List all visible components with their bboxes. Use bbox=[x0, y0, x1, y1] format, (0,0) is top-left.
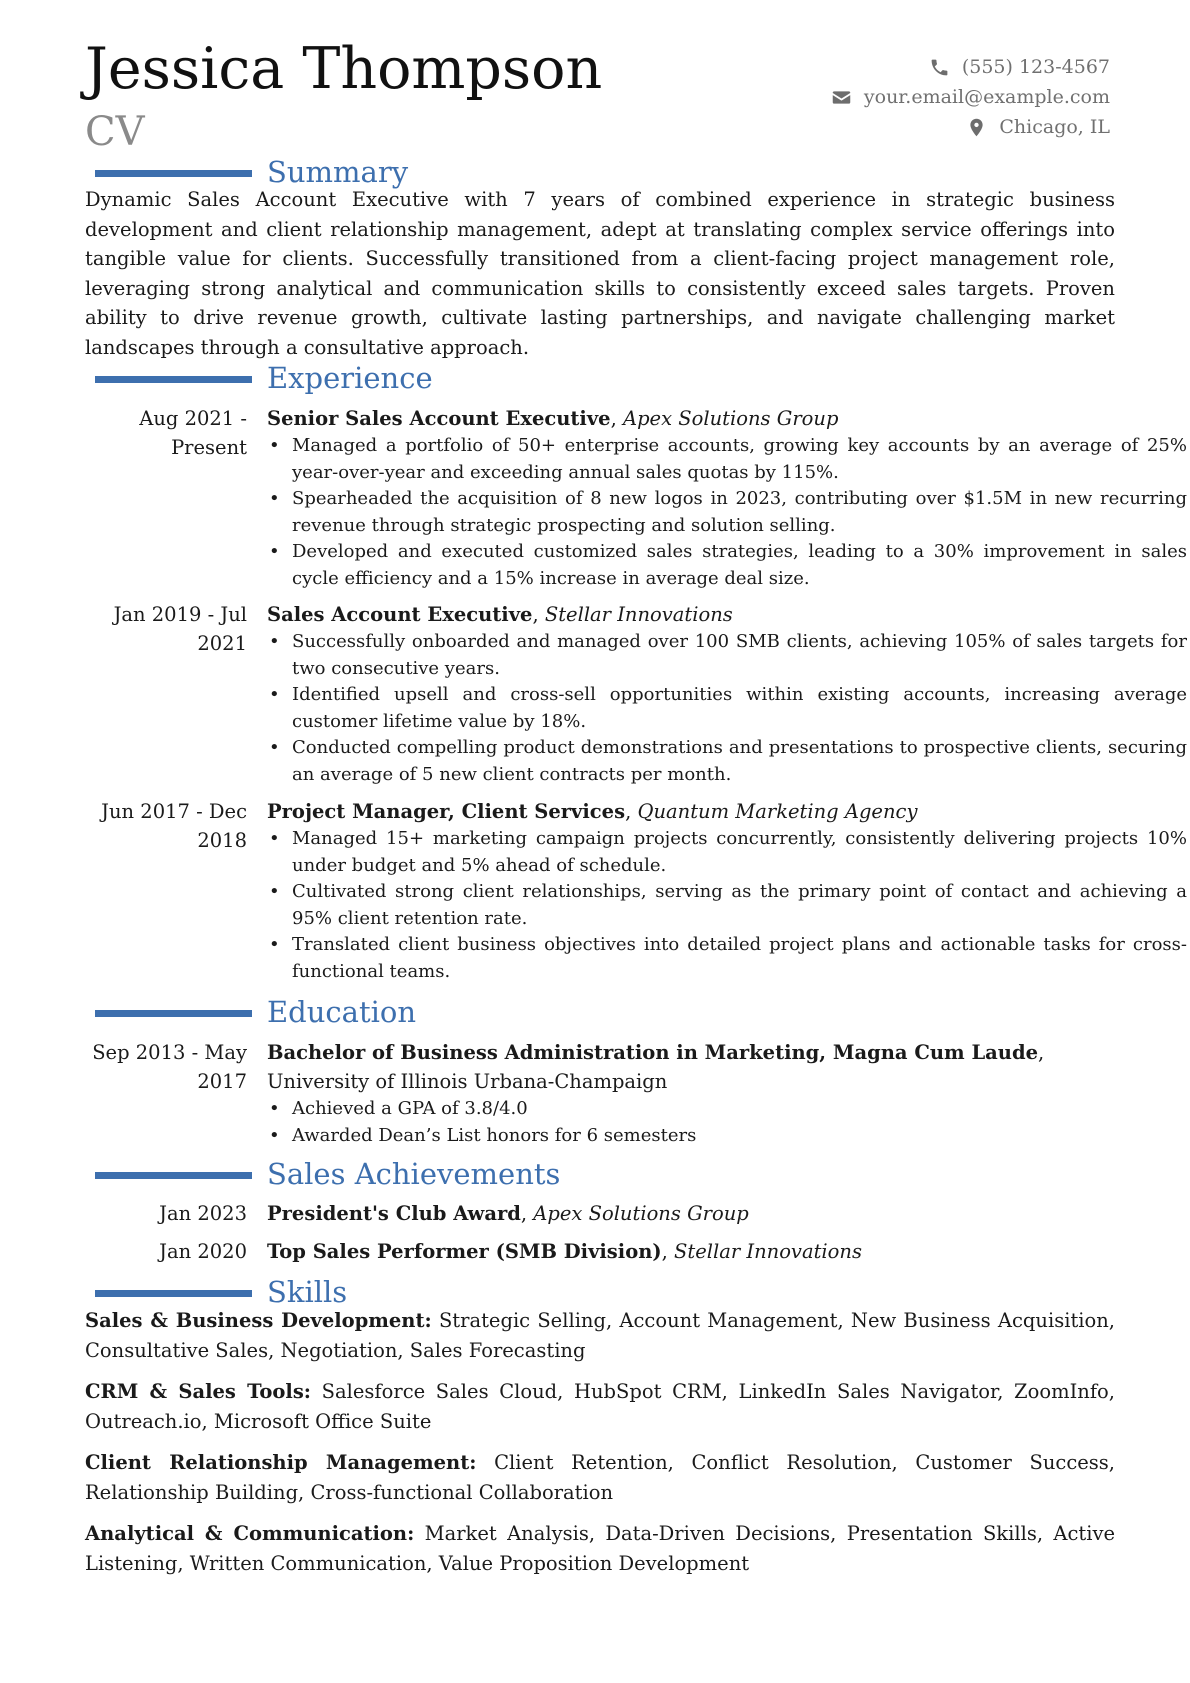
bullet-item: • Cultivated strong client relationships, serving as the primary point of contact and achieving a 95% client retention rate. bbox=[267, 879, 1187, 932]
section-header-experience bbox=[95, 360, 1095, 396]
map-marker-icon bbox=[966, 117, 987, 138]
document-type: CV bbox=[85, 109, 145, 155]
contact-phone bbox=[790, 52, 1110, 82]
skill-group bbox=[85, 1519, 1115, 1578]
entry-bullets bbox=[267, 629, 1187, 788]
entry-date: Jan 2023 bbox=[159, 1202, 247, 1225]
entry-role: Sales Account Executive bbox=[267, 603, 533, 626]
contact-block bbox=[790, 52, 1110, 142]
section-title: Education bbox=[267, 995, 417, 1029]
entry-date: Sep 2013 - May 2017 bbox=[92, 1041, 247, 1093]
bullet-item: • Developed and executed customized sales strategies, leading to a 30% improvement in sales cycle efficiency and a 15% increase in average deal size. bbox=[267, 539, 1187, 592]
skill-group-label: Client Relationship Management: bbox=[85, 1451, 477, 1474]
skill-group-items: Strategic Selling, Account Management, New Business Acquisition, Consultative Sales, Negotiation, Sales Forecasting bbox=[85, 1309, 1116, 1362]
entry-date: Aug 2021 - Present bbox=[139, 407, 247, 459]
entry-org: Stellar Innovations bbox=[674, 1240, 862, 1263]
bullet-item: • Spearheaded the acquisition of 8 new logos in 2023, contributing over $1.5M in new recurring revenue through strategic prospecting and solution selling. bbox=[267, 486, 1187, 539]
entry-school: University of Illinois Urbana-Champaign bbox=[267, 1070, 668, 1093]
skill-group-items: Market Analysis, Data-Driven Decisions, Presentation Skills, Active Listening, Written Communication, Value Proposition Development bbox=[85, 1522, 1115, 1575]
envelope-icon bbox=[831, 87, 852, 108]
bullet-item: • Managed a portfolio of 50+ enterprise accounts, growing key accounts by an average of 25% year-over-year and exceeding annual sales quotas by 115%. bbox=[267, 433, 1187, 486]
bullet-item: • Awarded Dean’s List honors for 6 semesters bbox=[267, 1123, 1187, 1150]
skill-group bbox=[85, 1306, 1115, 1365]
entry-heading: President's Club Award, Apex Solutions Group bbox=[267, 1202, 749, 1225]
section-rule bbox=[95, 1172, 252, 1179]
section-rule bbox=[95, 170, 252, 177]
skill-group-items: Salesforce Sales Cloud, HubSpot CRM, LinkedIn Sales Navigator, ZoomInfo, Outreach.io, Microsoft Office Suite bbox=[85, 1380, 1115, 1433]
entry-org: Apex Solutions Group bbox=[622, 407, 839, 430]
email-text: your.email@example.com bbox=[863, 86, 1110, 108]
skill-group-items: Client Retention, Conflict Resolution, Customer Success, Relationship Building, Cross-functional Collaboration bbox=[85, 1451, 1116, 1504]
section-rule bbox=[95, 376, 252, 383]
bullet-item: • Managed 15+ marketing campaign projects concurrently, consistently delivering projects 10% under budget and 5% ahead of schedule. bbox=[267, 826, 1187, 879]
section-header-achievements bbox=[95, 1156, 1095, 1192]
skill-group bbox=[85, 1448, 1115, 1507]
section-rule bbox=[95, 1010, 252, 1017]
entry-date: Jan 2019 - Jul 2021 bbox=[113, 603, 247, 655]
bullet-item: • Translated client business objectives into detailed project plans and actionable tasks for cross-functional teams. bbox=[267, 932, 1187, 985]
entry-heading: Bachelor of Business Administration in Marketing, Magna Cum Laude, bbox=[267, 1041, 1045, 1064]
phone-icon bbox=[929, 57, 950, 78]
entry-date: Jan 2020 bbox=[159, 1240, 247, 1263]
section-rule bbox=[95, 1290, 252, 1297]
entry-degree: Bachelor of Business Administration in Marketing, Magna Cum Laude bbox=[267, 1041, 1039, 1064]
entry-bullets bbox=[267, 826, 1187, 985]
entry-org: Stellar Innovations bbox=[544, 603, 733, 626]
bullet-item: • Identified upsell and cross-sell opportunities within existing accounts, increasing average customer lifetime value by 18%. bbox=[267, 682, 1187, 735]
section-title: Experience bbox=[267, 361, 433, 395]
entry-role: Senior Sales Account Executive bbox=[267, 407, 611, 430]
bullet-item: • Successfully onboarded and managed over 100 SMB clients, achieving 105% of sales targets for two consecutive years. bbox=[267, 629, 1187, 682]
person-name: Jessica Thompson bbox=[85, 36, 603, 102]
entry-heading: Project Manager, Client Services, Quantum Marketing Agency bbox=[267, 800, 918, 823]
bullet-item: • Conducted compelling product demonstrations and presentations to prospective clients, securing an average of 5 new client contracts per month. bbox=[267, 735, 1187, 788]
skill-group bbox=[85, 1377, 1115, 1436]
contact-location bbox=[790, 112, 1110, 142]
section-title: Sales Achievements bbox=[267, 1157, 561, 1191]
section-title: Summary bbox=[267, 155, 409, 189]
entry-org: Apex Solutions Group bbox=[533, 1202, 749, 1225]
entry-bullets bbox=[267, 1096, 1187, 1149]
location-text: Chicago, IL bbox=[999, 116, 1110, 138]
section-title: Skills bbox=[267, 1275, 348, 1309]
entry-bullets bbox=[267, 433, 1187, 592]
entry-heading: Senior Sales Account Executive, Apex Solutions Group bbox=[267, 407, 839, 430]
entry-heading: Top Sales Performer (SMB Division), Stellar Innovations bbox=[267, 1240, 862, 1263]
skill-group-label: Sales & Business Development: bbox=[85, 1309, 432, 1332]
phone-text: (555) 123-4567 bbox=[961, 56, 1110, 78]
section-header-education bbox=[95, 994, 1095, 1030]
skill-group-label: CRM & Sales Tools: bbox=[85, 1380, 311, 1403]
entry-date: Jun 2017 - Dec 2018 bbox=[101, 800, 247, 852]
entry-heading: Sales Account Executive, Stellar Innovations bbox=[267, 603, 733, 626]
section-header-skills bbox=[95, 1274, 1095, 1310]
entry-org: Quantum Marketing Agency bbox=[637, 800, 918, 823]
bullet-item: • Achieved a GPA of 3.8/4.0 bbox=[267, 1096, 1187, 1123]
achievement-award: Top Sales Performer (SMB Division) bbox=[267, 1240, 662, 1263]
achievement-award: President's Club Award bbox=[267, 1202, 521, 1225]
skill-group-label: Analytical & Communication: bbox=[85, 1522, 415, 1545]
contact-email bbox=[790, 82, 1110, 112]
summary-text: Dynamic Sales Account Executive with 7 years of combined experience in strategic business development and client relationship management, adept at translating complex service offerings into tangible value for clients. Successfully transitioned from a client-facing project management role, leveraging strong analytical and communication skills to consistently exceed sales targets. Proven ability to drive revenue growth, cultivate lasting partnerships, and navigate challenging market landscapes through a consultative approach. bbox=[85, 188, 1115, 359]
entry-role: Project Manager, Client Services bbox=[267, 800, 626, 823]
